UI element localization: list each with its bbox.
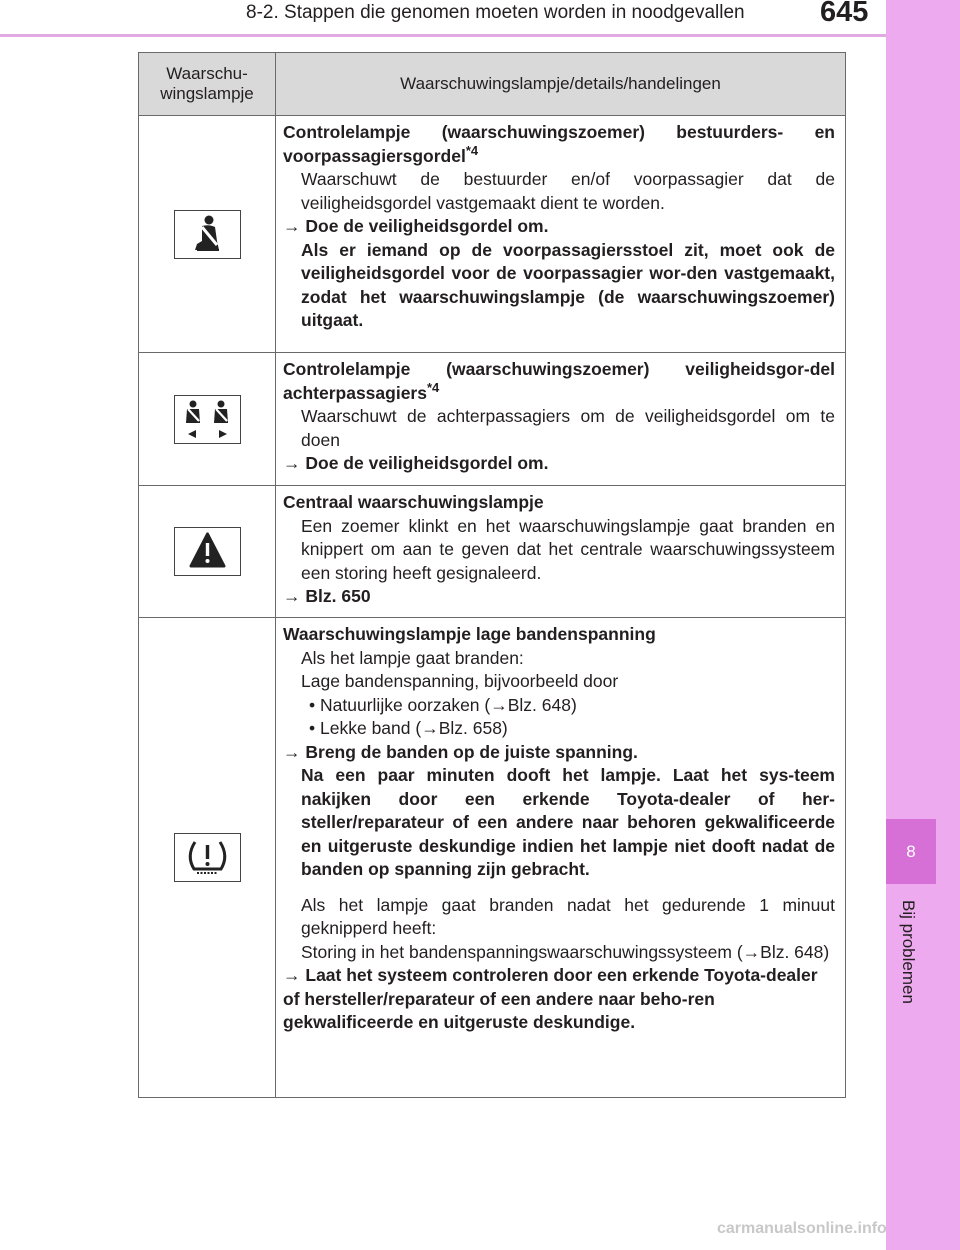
list-item: • Lekke band (→Blz. 658) (309, 718, 508, 738)
warning-triangle-icon (174, 527, 241, 576)
row-description-line: Lage bandenspanning, bijvoorbeeld door (301, 671, 619, 691)
row-action: → Blz. 650 (283, 586, 371, 606)
row-action-detail: Na een paar minuten dooft het lampje. Laat het sys-teem nakijken door een erkende Toyota-dealer of her-steller/reparateur of een andere naar behoren gekwalificeerde en uitgeruste deskundige indien het lampje niet dooft nadat de banden op spanning zijn gebracht. (301, 765, 835, 879)
row-title: Controlelampje (waarschuwingszoemer) veiligheidsgor-del achterpassagiers$^{*4}$ (283, 359, 835, 403)
tire-pressure-icon (174, 833, 241, 882)
row-description: Een zoemer klinkt en het waarschuwingslampje gaat branden en knippert om aan te geven dat het centrale waarschuwingssysteem een storing heeft gesignaleerd. (301, 515, 835, 583)
row-title: Centraal waarschuwingslampje (283, 492, 544, 512)
column-header-details: Waarschuwingslampje/details/handelingen (276, 53, 846, 116)
table-row (139, 486, 846, 618)
warning-lights-table (138, 52, 846, 1098)
row-action: → Doe de veiligheidsgordel om. (283, 216, 549, 236)
list-item: • Natuurlijke oorzaken (→Blz. 648) (309, 694, 577, 715)
row-description: Als het lampje gaat branden nadat het gedurende 1 minuut geknipperd heeft: (301, 894, 835, 938)
watermark: carmanualsonline.info (717, 1220, 887, 1237)
row-action: → Doe de veiligheidsgordel om. (283, 453, 549, 473)
page-number: 645 (820, 0, 869, 28)
table-row (139, 618, 846, 1098)
chapter-side-tab[interactable] (886, 0, 960, 1250)
chapter-label: Bij problemen (899, 900, 918, 1004)
row-description: Waarschuwt de achterpassagiers om de veiligheidsgordel om te doen (301, 406, 835, 450)
row-title: Waarschuwingslampje lage bandenspanning (283, 624, 656, 644)
table-row (139, 116, 846, 353)
chapter-number[interactable]: 8 (886, 819, 936, 884)
row-title: Controlelampje (waarschuwingszoemer) bestuurders- en voorpassagiersgordel$^{*4}$ (283, 122, 835, 166)
table-header-row (139, 53, 846, 116)
table-row (139, 353, 846, 486)
seatbelt-icon (174, 210, 241, 259)
row-action: → Laat het systeem controleren door een erkende Toyota-dealer of hersteller/reparateur of een andere naar beho-ren gekwalificeerde en uitgeruste deskundige. (283, 965, 818, 1032)
row-description: Waarschuwt de bestuurder en/of voorpassagier dat de veiligheidsgordel vastgemaakt dient te worden. (301, 169, 835, 213)
rear-seatbelt-icon (174, 395, 241, 444)
header-divider (0, 34, 886, 37)
row-description: Storing in het bandenspanningswaarschuwingssysteem (→Blz. 648) (301, 941, 830, 962)
row-description-line: Als het lampje gaat branden: (301, 647, 524, 668)
column-header-lamp: Waarschu-wingslampje (139, 53, 276, 116)
section-title: 8-2. Stappen die genomen moeten worden in noodgevallen (246, 2, 745, 23)
row-action-detail: Als er iemand op de voorpassagiersstoel zit, moet ook de veiligheidsgordel voor de voorpassagier wor-den vastgemaakt, zodat het waarschuwingslampje (de waarschuwingszoemer) uitgaat. (301, 239, 835, 330)
row-action: → Breng de banden op de juiste spanning. (283, 741, 638, 762)
